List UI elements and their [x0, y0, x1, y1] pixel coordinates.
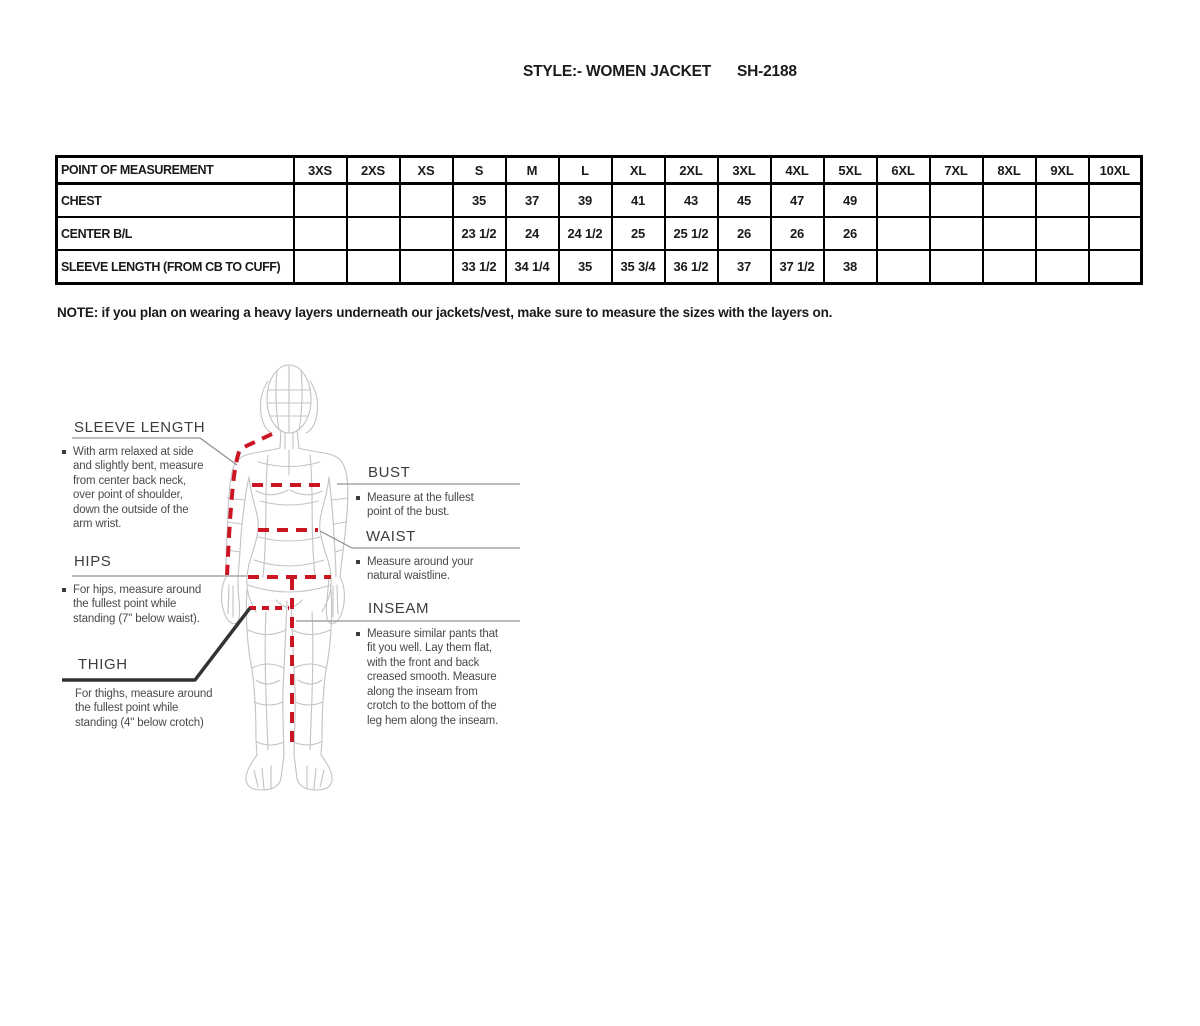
size-value-cell: 35	[453, 184, 506, 218]
size-value-cell	[877, 250, 930, 284]
size-value-cell: 23 1/2	[453, 217, 506, 250]
header-row	[57, 157, 1142, 184]
size-value-cell: 45	[718, 184, 771, 218]
bullet-icon	[62, 588, 66, 592]
size-value-cell	[930, 250, 983, 284]
size-value-cell	[294, 250, 347, 284]
hips-description: For hips, measure around the fullest point while standing (7" below waist).	[62, 583, 214, 626]
document-title	[523, 63, 797, 81]
size-column-header: 2XL	[665, 157, 718, 184]
bullet-icon	[356, 632, 360, 636]
table-body	[57, 184, 1142, 284]
size-value-cell	[1036, 184, 1089, 218]
inseam-description: Measure similar pants that fit you well. Lay them flat, with the front and back creased smooth. Measure along the inseam from crotch to the bottom of the leg hem along the inseam.	[356, 627, 508, 728]
size-column-header: 8XL	[983, 157, 1036, 184]
sleeve-length-description: With arm relaxed at side and slightly bent, measure from center back neck, over point of shoulder, down the outside of the arm wrist.	[62, 445, 204, 532]
hips-heading: HIPS	[74, 553, 112, 570]
size-value-cell	[294, 184, 347, 218]
size-value-cell	[347, 250, 400, 284]
size-value-cell: 37 1/2	[771, 250, 824, 284]
table-row	[57, 250, 1142, 284]
size-column-header: XL	[612, 157, 665, 184]
size-value-cell	[1036, 250, 1089, 284]
size-column-header: 2XS	[347, 157, 400, 184]
size-value-cell	[347, 184, 400, 218]
bust-heading: BUST	[368, 464, 411, 481]
style-code: SH-2188	[737, 63, 797, 80]
size-value-cell: 35	[559, 250, 612, 284]
size-column-header: M	[506, 157, 559, 184]
size-value-cell	[1089, 184, 1142, 218]
bust-description: Measure at the fullest point of the bust.	[356, 491, 496, 520]
measurement-row-label: CENTER B/L	[57, 217, 294, 250]
measurement-row-label: CHEST	[57, 184, 294, 218]
thigh-heading: THIGH	[78, 656, 128, 673]
bullet-icon	[62, 450, 66, 454]
size-value-cell: 26	[718, 217, 771, 250]
bullet-icon	[356, 496, 360, 500]
size-chart-table	[55, 155, 1143, 285]
size-column-header: XS	[400, 157, 453, 184]
size-value-cell	[400, 184, 453, 218]
inseam-heading: INSEAM	[368, 600, 430, 617]
size-value-cell: 41	[612, 184, 665, 218]
bullet-icon	[356, 560, 360, 564]
waist-heading: WAIST	[366, 528, 416, 545]
size-column-header: L	[559, 157, 612, 184]
size-value-cell	[1089, 250, 1142, 284]
thigh-description: For thighs, measure around the fullest point while standing (4" below crotch)	[75, 688, 213, 729]
point-of-measurement-header: POINT OF MEASUREMENT	[57, 157, 294, 184]
size-value-cell: 24 1/2	[559, 217, 612, 250]
size-column-header: 4XL	[771, 157, 824, 184]
size-value-cell	[1089, 217, 1142, 250]
size-column-header: 3XL	[718, 157, 771, 184]
size-value-cell	[983, 217, 1036, 250]
size-value-cell: 34 1/4	[506, 250, 559, 284]
size-value-cell	[347, 217, 400, 250]
size-value-cell: 39	[559, 184, 612, 218]
size-column-header: 9XL	[1036, 157, 1089, 184]
size-column-header: 10XL	[1089, 157, 1142, 184]
size-column-header: 7XL	[930, 157, 983, 184]
size-value-cell: 43	[665, 184, 718, 218]
size-value-cell: 47	[771, 184, 824, 218]
size-value-cell	[400, 217, 453, 250]
style-label: STYLE:- WOMEN JACKET	[523, 63, 712, 80]
size-column-header: S	[453, 157, 506, 184]
size-value-cell	[400, 250, 453, 284]
waist-description: Measure around your natural waistline.	[356, 555, 496, 584]
table-row	[57, 217, 1142, 250]
size-value-cell: 26	[824, 217, 877, 250]
size-value-cell: 37	[718, 250, 771, 284]
size-value-cell: 36 1/2	[665, 250, 718, 284]
size-value-cell	[294, 217, 347, 250]
size-column-header: 5XL	[824, 157, 877, 184]
size-column-header: 3XS	[294, 157, 347, 184]
size-value-cell: 37	[506, 184, 559, 218]
size-value-cell: 24	[506, 217, 559, 250]
sleeve-length-line	[227, 434, 272, 575]
size-value-cell	[877, 217, 930, 250]
size-value-cell: 25 1/2	[665, 217, 718, 250]
size-value-cell	[877, 184, 930, 218]
size-value-cell: 25	[612, 217, 665, 250]
size-value-cell: 26	[771, 217, 824, 250]
table-header	[57, 157, 1142, 184]
size-column-header: 6XL	[877, 157, 930, 184]
measurement-row-label: SLEEVE LENGTH (FROM CB TO CUFF)	[57, 250, 294, 284]
size-value-cell	[983, 184, 1036, 218]
note-text: NOTE: if you plan on wearing a heavy layers underneath our jackets/vest, make sure to measure the sizes with the layers on.	[57, 305, 833, 320]
size-value-cell: 49	[824, 184, 877, 218]
table-row	[57, 184, 1142, 218]
size-value-cell: 33 1/2	[453, 250, 506, 284]
size-value-cell	[1036, 217, 1089, 250]
size-value-cell: 35 3/4	[612, 250, 665, 284]
size-value-cell	[930, 217, 983, 250]
size-value-cell	[930, 184, 983, 218]
sleeve-length-heading: SLEEVE LENGTH	[74, 419, 206, 436]
size-value-cell	[983, 250, 1036, 284]
size-value-cell: 38	[824, 250, 877, 284]
